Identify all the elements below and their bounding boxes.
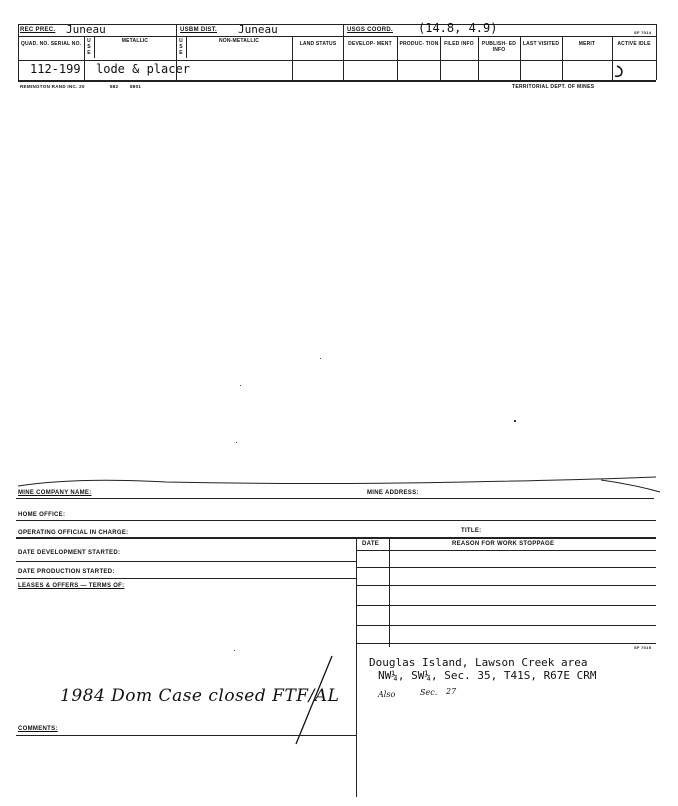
rec-prec-value: Juneau bbox=[66, 23, 106, 36]
speck bbox=[234, 650, 235, 651]
mine-company-name-label: MINE COMPANY NAME: bbox=[18, 490, 92, 496]
col-quad-no: QUAD. NO. bbox=[20, 41, 50, 47]
date-col-label: DATE bbox=[362, 541, 380, 547]
col-merit: MERIT bbox=[578, 41, 596, 47]
mine-address-label: MINE ADDRESS: bbox=[367, 490, 419, 496]
col-non-metallic: NON-METALLIC bbox=[218, 38, 260, 44]
handwritten-slash bbox=[280, 652, 340, 748]
usgs-coord-value: (14.8, 4.9) bbox=[418, 21, 498, 35]
speck bbox=[236, 442, 237, 443]
col-production: PRODUC- TION bbox=[399, 41, 439, 47]
record-quad-serial: 112-199 bbox=[30, 62, 81, 76]
printer-code-2: 8801 bbox=[130, 84, 142, 89]
also-sec-number: 27 bbox=[446, 687, 457, 696]
comments-label: COMMENTS: bbox=[18, 726, 58, 732]
col-development: DEVELOP- MENT bbox=[348, 41, 392, 47]
col-land-status: LAND STATUS bbox=[299, 41, 337, 47]
printer-credit: REMINGTON RAND INC. 20 bbox=[20, 84, 85, 89]
title-label: TITLE: bbox=[461, 528, 482, 534]
date-production-label: DATE PRODUCTION STARTED: bbox=[18, 569, 115, 575]
operating-official-label: OPERATING OFFICIAL IN CHARGE: bbox=[18, 530, 129, 536]
col-use-left: U S E bbox=[87, 38, 91, 56]
col-filed-info: FILED INFO bbox=[444, 41, 474, 47]
leases-label: LEASES & OFFERS — TERMS OF: bbox=[18, 583, 125, 589]
speck bbox=[320, 358, 321, 359]
reason-col-label: REASON FOR WORK STOPPAGE bbox=[452, 541, 555, 547]
usgs-coord-label: USGS COORD. bbox=[347, 27, 393, 33]
col-published-info: PUBLISH- ED INFO bbox=[481, 41, 517, 53]
home-office-label: HOME OFFICE: bbox=[18, 512, 66, 518]
record-metallic: lode & placer bbox=[96, 62, 190, 76]
col-serial-no: SERIAL NO. bbox=[50, 41, 82, 47]
also-label: Also bbox=[378, 690, 396, 699]
rec-prec-label: REC PREC. bbox=[20, 27, 56, 33]
col-use-right: U S E bbox=[179, 38, 183, 56]
printer-code-1: 882 bbox=[110, 84, 119, 89]
also-sec-label: Sec. bbox=[420, 688, 438, 697]
usbm-dist-label: USBM DIST. bbox=[180, 27, 218, 33]
col-last-visited: LAST VISITED bbox=[522, 41, 560, 47]
col-active-idle: ACTIVE IDLE bbox=[617, 41, 651, 47]
form-code-top: SF 7014 bbox=[634, 30, 652, 35]
form-code-bottom: SF 7015 bbox=[634, 645, 652, 650]
check-mark-icon bbox=[612, 60, 632, 80]
usbm-dist-value: Juneau bbox=[238, 23, 278, 36]
speck bbox=[240, 385, 241, 386]
location-line-2: NW¼, SW¼, Sec. 35, T41S, R67E CRM bbox=[378, 669, 597, 682]
location-line-1: Douglas Island, Lawson Creek area bbox=[369, 656, 588, 669]
handwritten-note: 1984 Dom Case closed FTF/AL bbox=[60, 686, 340, 706]
card-top-edge bbox=[16, 472, 662, 496]
speck bbox=[514, 420, 516, 422]
date-development-label: DATE DEVELOPMENT STARTED: bbox=[18, 550, 121, 556]
dept-label: TERRITORIAL DEPT. OF MINES bbox=[512, 84, 595, 90]
col-metallic: METALLIC bbox=[121, 38, 149, 44]
